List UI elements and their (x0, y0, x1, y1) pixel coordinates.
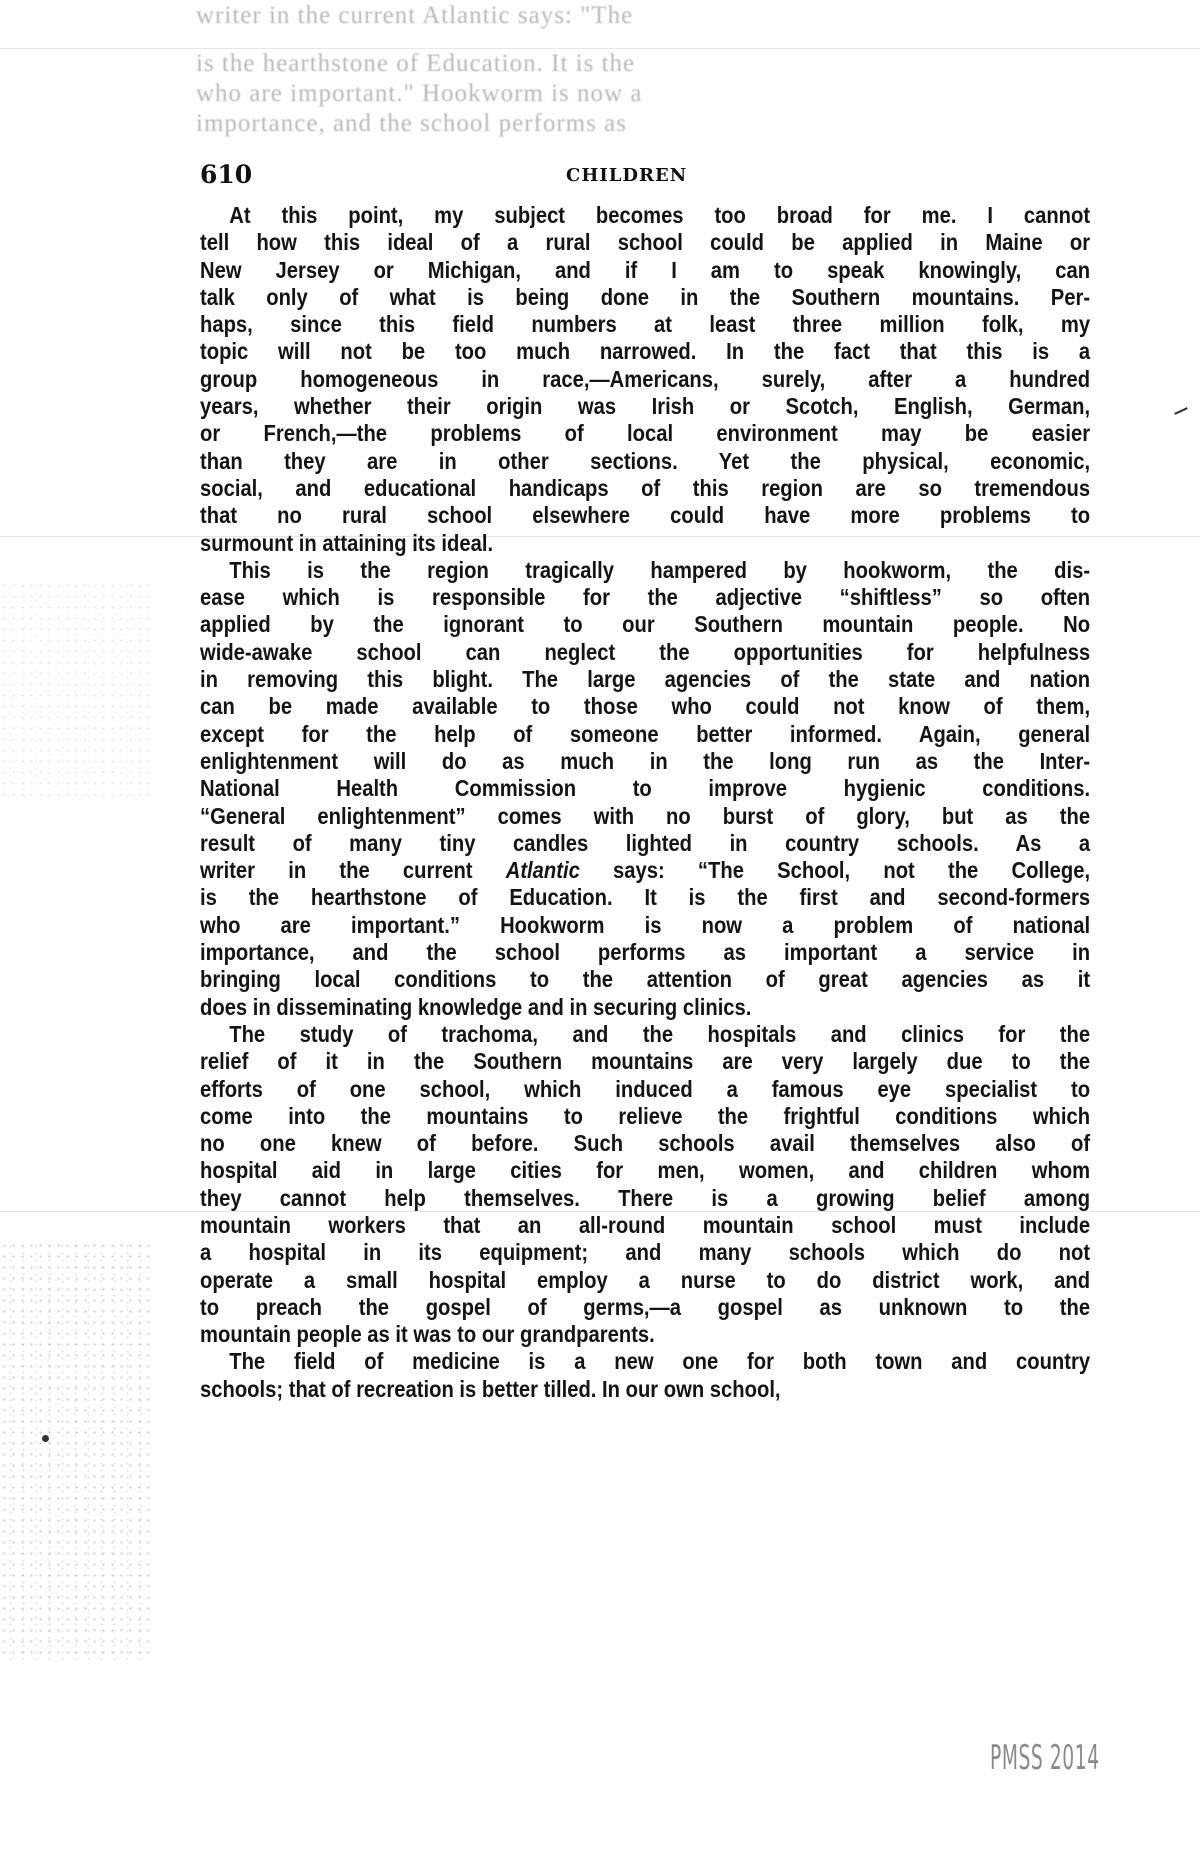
text-line: efforts of one school, which induced a famous eye specialist to (200, 1075, 1091, 1102)
text-line: applied by the ignorant to our Southern mountain people. No (200, 611, 1091, 638)
text-line: This is the region tragically hampered by hookworm, the dis- (229, 556, 1091, 583)
scan-noise (0, 580, 150, 800)
text-line: importance, and the school performs as important a service in (200, 939, 1091, 966)
italic-title: Atlantic (505, 857, 580, 884)
text-line (200, 857, 1090, 884)
text-fragment: says: “The School, not the College, (579, 857, 1091, 884)
text-line: mountain people as it was to our grandparents. (200, 1321, 655, 1348)
text-line: does in disseminating knowledge and in securing clinics. (200, 993, 752, 1020)
text-line: to preach the gospel of germs,—a gospel as unknown to the (200, 1293, 1091, 1320)
paragraph-3 (200, 1021, 1090, 1349)
text-line: a hospital in its equipment; and many schools which do not (200, 1239, 1091, 1266)
text-line: mountain workers that an all-round mountain school must include (200, 1211, 1091, 1238)
text-line: bringing local conditions to the attention of great agencies as it (200, 966, 1091, 993)
text-line: At this point, my subject becomes too broad for me. I cannot (229, 202, 1091, 228)
text-line: social, and educational handicaps of this region are so tremendous (200, 474, 1091, 501)
text-line: tell how this ideal of a rural school could be applied in Maine or (200, 229, 1091, 256)
archive-watermark: PMSS 2014 (990, 1738, 1100, 1778)
text-line: come into the mountains to relieve the frightful conditions which (200, 1102, 1091, 1129)
text-line: no one knew of before. Such schools avail themselves also of (200, 1130, 1091, 1157)
paragraph-1 (200, 202, 1090, 557)
text-line: wide-awake school can neglect the opportunities for helpfulness (200, 638, 1091, 665)
page-number: 610 (200, 160, 253, 189)
margin-mark (1174, 407, 1188, 415)
bleed-through-line: who are important." Hookworm is now a (196, 80, 643, 107)
text-line: hospital aid in large cities for men, women, and children whom (200, 1157, 1091, 1184)
text-line: surmount in attaining its ideal. (200, 529, 494, 556)
text-line: group homogeneous in race,—Americans, surely, after a hundred (200, 365, 1091, 392)
text-line: topic will not be too much narrowed. In the fact that this is a (200, 338, 1091, 365)
paragraph-2 (200, 557, 1090, 1021)
text-line: National Health Commission to improve hygienic conditions. (200, 775, 1091, 802)
text-line: The field of medicine is a new one for both town and country (229, 1348, 1091, 1375)
scan-speck (42, 1435, 49, 1442)
body-text (200, 202, 1090, 1403)
text-line: enlightenment will do as much in the long run as the Inter- (200, 747, 1091, 774)
text-line: that no rural school elsewhere could have more problems to (200, 502, 1091, 529)
text-line: years, whether their origin was Irish or Scotch, English, German, (200, 393, 1091, 420)
bleed-through-line: is the hearthstone of Education. It is the (196, 50, 636, 77)
text-line: or French,—the problems of local environment may be easier (200, 420, 1091, 447)
text-line: New Jersey or Michigan, and if I am to speak knowingly, can (200, 256, 1091, 283)
text-line: is the hearthstone of Education. It is the first and second-formers (200, 884, 1091, 911)
text-line: operate a small hospital employ a nurse to do district work, and (200, 1266, 1091, 1293)
scan-artifact-line (0, 48, 1200, 49)
text-line: can be made available to those who could not know of them, (200, 693, 1091, 720)
text-line: talk only of what is being done in the Southern mountains. Per- (200, 283, 1091, 310)
text-line: in removing this blight. The large agencies of the state and nation (200, 666, 1091, 693)
scan-noise (0, 1240, 150, 1660)
text-line: relief of it in the Southern mountains are very largely due to the (200, 1048, 1091, 1075)
paragraph-4 (200, 1348, 1090, 1403)
text-line: result of many tiny candles lighted in country schools. As a (200, 829, 1091, 856)
text-line: haps, since this field numbers at least three million folk, my (200, 311, 1091, 338)
text-line: The study of trachoma, and the hospitals and clinics for the (229, 1020, 1091, 1047)
text-line: “General enlightenment” comes with no burst of glory, but as the (200, 802, 1091, 829)
text-fragment: writer in the current (200, 857, 506, 884)
text-line: except for the help of someone better informed. Again, general (200, 720, 1091, 747)
text-line: they cannot help themselves. There is a growing belief among (200, 1184, 1091, 1211)
text-line: ease which is responsible for the adjective “shiftless” so often (200, 584, 1091, 611)
running-head: CHILDREN (566, 165, 688, 186)
bleed-through-line: writer in the current Atlantic says: "The (196, 2, 634, 29)
bleed-through-line: importance, and the school performs as (196, 110, 627, 137)
text-line: than they are in other sections. Yet the physical, economic, (200, 447, 1091, 474)
text-line: who are important.” Hookworm is now a problem of national (200, 911, 1091, 938)
text-line: schools; that of recreation is better tilled. In our own school, (200, 1375, 781, 1402)
